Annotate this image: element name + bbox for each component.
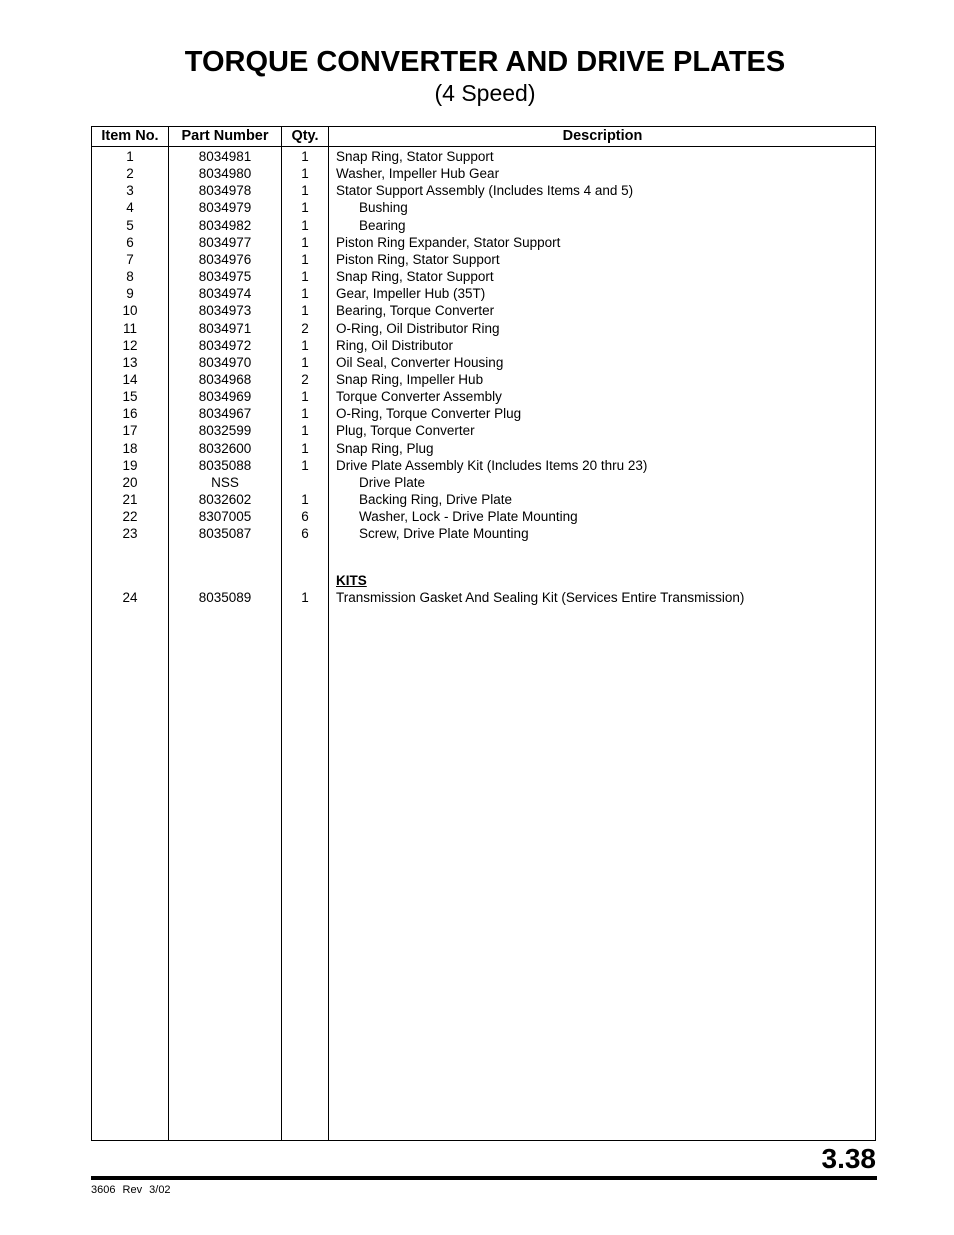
table-row — [92, 286, 875, 303]
description-cell: Torque Converter Assembly — [336, 389, 502, 405]
part-number-cell: NSS — [211, 474, 239, 490]
header-part-number: Part Number — [181, 128, 269, 144]
part-number-cell: 8307005 — [198, 509, 252, 525]
table-row — [92, 372, 875, 389]
qty-cell: 6 — [301, 509, 309, 525]
qty-cell: 2 — [301, 320, 309, 336]
part-number-cell: 8032602 — [198, 492, 252, 507]
part-number-cell: 8032600 — [198, 440, 252, 456]
part-number-cell: 8035089 — [198, 590, 252, 605]
description-cell: Transmission Gasket And Sealing Kit (Services Entire Transmission) — [336, 590, 745, 605]
footer-revision: 3606 Rev 3/02 — [91, 1184, 171, 1196]
part-number-cell: 8034981 — [198, 149, 252, 164]
description-cell: Oil Seal, Converter Housing — [336, 354, 504, 370]
item-no-cell: 11 — [122, 320, 137, 336]
item-no-cell: 2 — [126, 166, 134, 182]
qty-cell: 6 — [301, 526, 309, 542]
description-cell: Gear, Impeller Hub (35T) — [336, 286, 486, 302]
item-no-cell: 22 — [122, 509, 138, 525]
qty-cell: 2 — [301, 371, 309, 387]
qty-cell: 1 — [301, 389, 309, 405]
part-number-cell: 8034980 — [198, 166, 252, 182]
table-row — [92, 183, 875, 200]
description-cell: Snap Ring, Stator Support — [336, 269, 494, 285]
item-no-cell: 23 — [122, 526, 138, 542]
qty-cell: 1 — [301, 234, 309, 250]
qty-cell: 1 — [301, 200, 309, 216]
table-row — [92, 218, 875, 235]
description-cell: Bushing — [359, 200, 408, 216]
description-cell: Drive Plate — [359, 474, 426, 490]
part-number-cell: 8034970 — [198, 354, 252, 370]
item-no-cell: 18 — [122, 440, 138, 456]
description-cell: Washer, Impeller Hub Gear — [336, 166, 500, 182]
item-no-cell: 10 — [122, 303, 138, 319]
item-no-cell: 3 — [126, 183, 134, 199]
table-row — [92, 355, 875, 372]
part-number-cell: 8034968 — [198, 371, 252, 387]
part-number-cell: 8034975 — [198, 269, 252, 285]
table-row — [92, 441, 875, 458]
description-cell: Stator Support Assembly (Includes Items 4 and 5) — [336, 183, 634, 199]
table-row — [92, 338, 875, 355]
item-no-cell: 12 — [122, 337, 138, 353]
item-no-cell: 6 — [126, 234, 134, 250]
part-number-cell: 8034979 — [198, 200, 252, 216]
description-cell: Bearing, Torque Converter — [336, 303, 495, 319]
qty-cell: 1 — [301, 303, 309, 319]
table-row — [92, 458, 875, 475]
item-no-cell: 15 — [122, 389, 138, 405]
table-row — [92, 252, 875, 269]
table-row — [92, 235, 875, 252]
item-no-cell: 1 — [126, 149, 134, 164]
description-cell: Washer, Lock - Drive Plate Mounting — [359, 509, 578, 525]
description-cell: Snap Ring, Plug — [336, 440, 434, 456]
item-no-cell: 19 — [122, 457, 138, 473]
qty-cell: 1 — [301, 183, 309, 199]
qty-cell: 1 — [301, 286, 309, 302]
item-no-cell: 17 — [122, 423, 138, 439]
description-cell: Bearing — [359, 217, 406, 233]
part-number-cell: 8034978 — [198, 183, 252, 199]
item-no-cell: 13 — [122, 354, 138, 370]
header-qty: Qty. — [291, 128, 319, 144]
table-row — [92, 590, 875, 607]
description-cell: Piston Ring, Stator Support — [336, 251, 500, 267]
qty-cell: 1 — [301, 166, 309, 182]
item-no-cell: 21 — [122, 492, 138, 507]
part-number-cell: 8034971 — [198, 320, 252, 336]
description-cell: Snap Ring, Impeller Hub — [336, 371, 484, 387]
part-number-cell: 8032599 — [198, 423, 252, 439]
header-description: Description — [562, 128, 643, 144]
table-row — [92, 475, 875, 492]
item-no-cell: 5 — [126, 217, 134, 233]
page-title: TORQUE CONVERTER AND DRIVE PLATES — [184, 46, 786, 78]
part-number-cell: 8034976 — [198, 251, 252, 267]
table-row — [92, 509, 875, 526]
part-number-cell: 8035088 — [198, 457, 252, 473]
item-no-cell: 9 — [126, 286, 134, 302]
table-row — [92, 406, 875, 423]
item-no-cell: 20 — [122, 474, 138, 490]
item-no-cell: 7 — [126, 251, 134, 267]
description-cell: Piston Ring Expander, Stator Support — [336, 234, 561, 250]
item-no-cell: 24 — [122, 590, 138, 605]
qty-cell: 1 — [301, 337, 309, 353]
description-cell: Plug, Torque Converter — [336, 423, 475, 439]
table-row — [92, 389, 875, 406]
qty-cell: 1 — [301, 406, 309, 422]
description-cell: O-Ring, Oil Distributor Ring — [336, 320, 500, 336]
qty-cell: 1 — [301, 251, 309, 267]
kits-heading: KITS — [336, 573, 367, 588]
item-no-cell: 16 — [122, 406, 138, 422]
header-divider — [92, 146, 875, 147]
description-cell: O-Ring, Torque Converter Plug — [336, 406, 522, 422]
table-row — [92, 423, 875, 440]
part-number-cell: 8034974 — [198, 286, 252, 302]
table-row — [92, 269, 875, 286]
qty-cell: 1 — [301, 354, 309, 370]
part-number-cell: 8034969 — [198, 389, 252, 405]
description-cell: Snap Ring, Stator Support — [336, 149, 494, 164]
item-no-cell: 4 — [126, 200, 134, 216]
part-number-cell: 8035087 — [198, 526, 252, 542]
part-number-cell: 8034982 — [198, 217, 252, 233]
item-no-cell: 8 — [126, 269, 134, 285]
page-number: 3.38 — [821, 1143, 876, 1174]
description-cell: Screw, Drive Plate Mounting — [359, 526, 529, 542]
table-row — [92, 149, 875, 166]
table-row — [92, 166, 875, 183]
qty-cell: 1 — [301, 217, 309, 233]
description-cell: Drive Plate Assembly Kit (Includes Items 20 thru 23) — [336, 457, 648, 473]
description-cell: Ring, Oil Distributor — [336, 337, 454, 353]
qty-cell: 1 — [301, 149, 309, 164]
qty-cell: 1 — [301, 492, 309, 507]
qty-cell: 1 — [301, 457, 309, 473]
item-no-cell: 14 — [122, 371, 138, 387]
table-row — [92, 526, 875, 543]
qty-cell: 1 — [301, 590, 309, 605]
qty-cell: 1 — [301, 423, 309, 439]
part-number-cell: 8034977 — [198, 234, 252, 250]
table-row — [92, 321, 875, 338]
page-subtitle: (4 Speed) — [434, 80, 536, 106]
qty-cell: 1 — [301, 440, 309, 456]
part-number-cell: 8034967 — [198, 406, 252, 422]
description-cell: Backing Ring, Drive Plate — [359, 492, 513, 507]
header-item-no: Item No. — [101, 128, 159, 144]
parts-table — [91, 126, 876, 1141]
part-number-cell: 8034973 — [198, 303, 252, 319]
footer-rule — [91, 1176, 877, 1180]
table-row — [92, 303, 875, 320]
table-row — [92, 200, 875, 217]
part-number-cell: 8034972 — [198, 337, 252, 353]
qty-cell: 1 — [301, 269, 309, 285]
table-row — [92, 492, 875, 509]
